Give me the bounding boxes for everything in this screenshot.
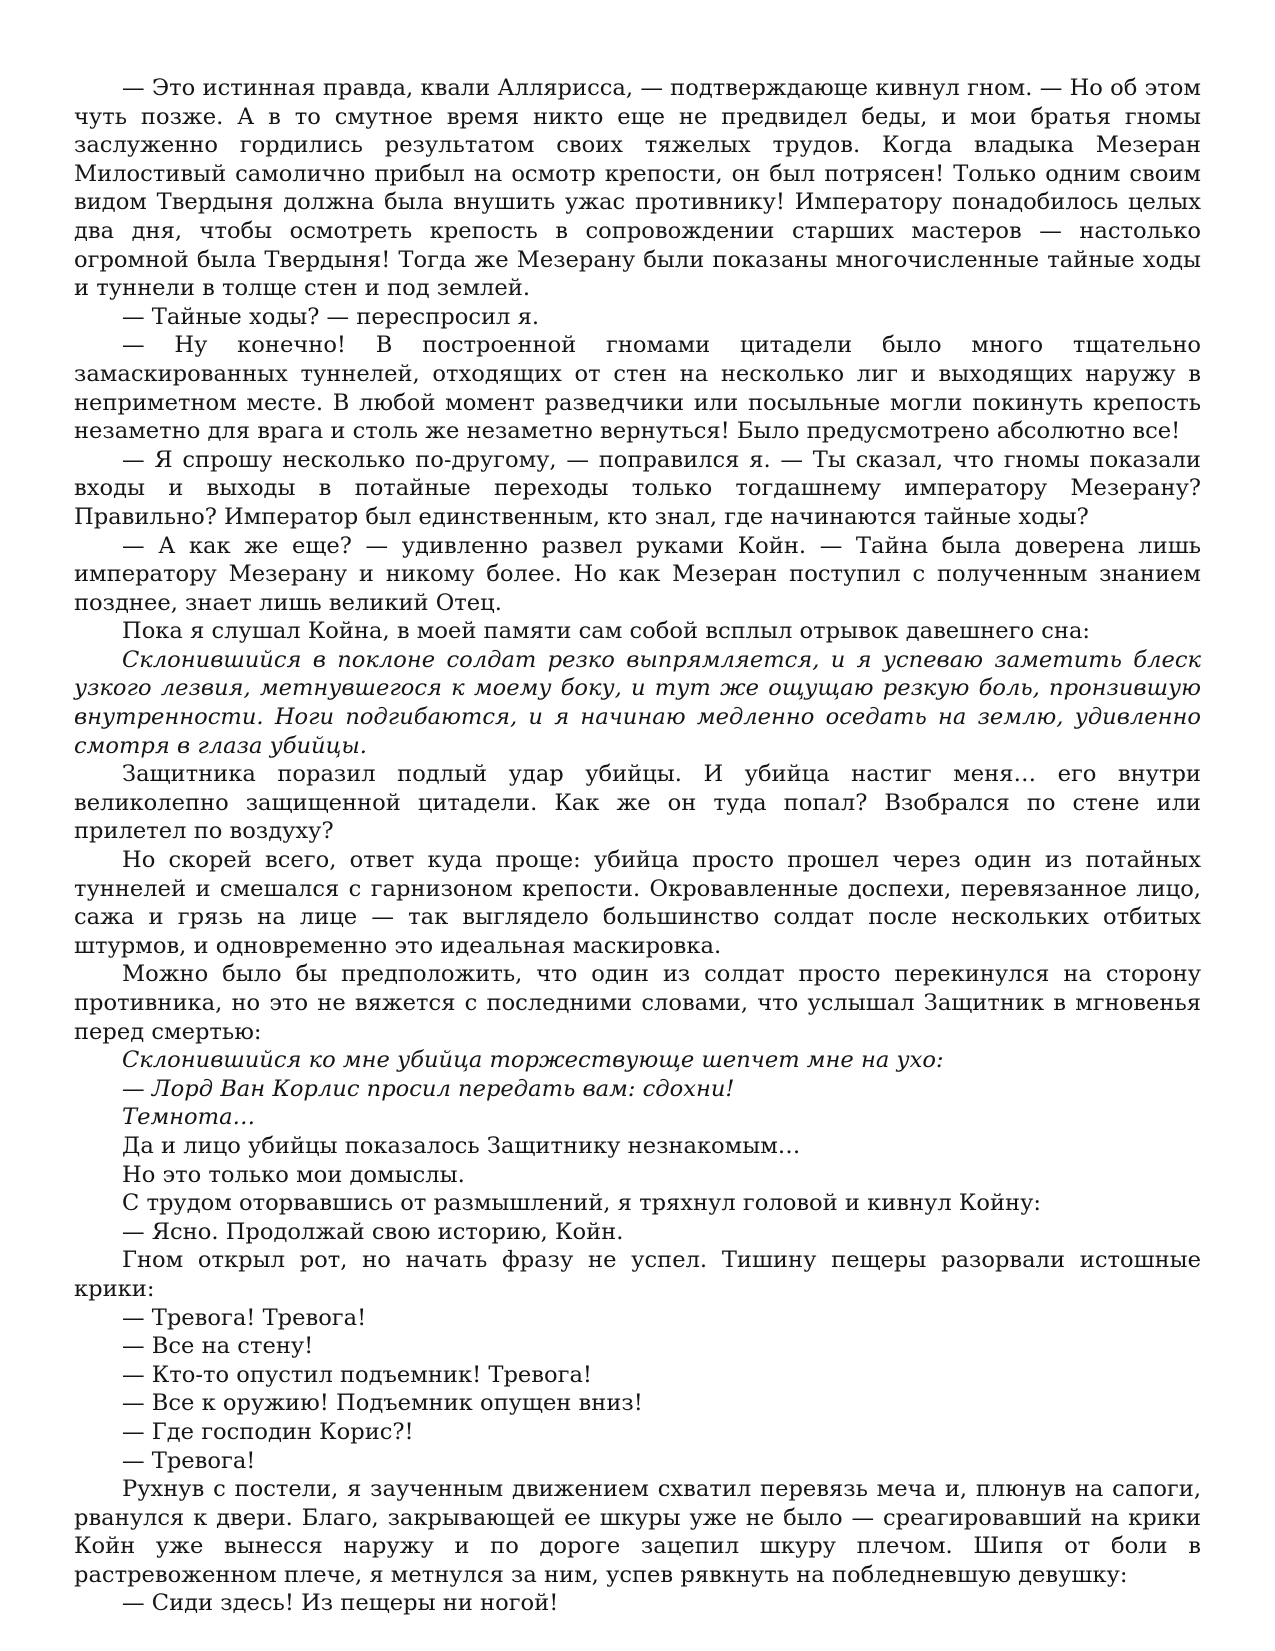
paragraph: — Это истинная правда, квали Аллярисса, — подтверждающе кивнул гном. — Но об этом чуть позже. А в то смутное время никто еще не предвидел беды, и мои братья гномы заслуженно гордились результатом своих тяжелых трудов. Когда владыка Мезеран Милостивый самолично прибыл на осмотр крепости, он был потрясен! Только одним своим видом Твердыня должна была внушить ужас противнику! Императору понадобилось целых два дня, чтобы осмотреть крепость в сопровождении старших мастеров — настолько огромной была Твердыня! Тогда же Мезерану были показаны многочисленные тайные ходы и туннели в толще стен и под землей. [74,75,1201,302]
paragraph: С трудом оторвавшись от размышлений, я тряхнул головой и кивнул Койну: [122,1190,1042,1217]
paragraph: — Тревога! [122,1447,256,1474]
paragraph: — Тайные ходы? — переспросил я. [122,303,540,330]
paragraph: Рухнув с постели, я заученным движением схватил перевязь меча и, плюнув на сапоги, рванулся к двери. Благо, закрывающей ее шкуры уже не было — среагировавший на крики Койн уже вынесся наружу и по дороге зацепил шкуру плечом. Шипя от боли в растревоженном плече, я метнулся за ним, успев рявкнуть на побледневшую девушку: [74,1476,1201,1588]
paragraph: Можно было бы предположить, что один из солдат просто перекинулся на сторону противника, но это не вяжется с последними словами, что услышал Защитник в мгновенья перед смертью: [74,961,1201,1045]
italic-paragraph: Склонившийся в поклоне солдат резко выпрямляется, и я успеваю заметить блеск узкого лезвия, метнувшегося к моему боку, и тут же ощущаю резкую боль, пронзившую внутренности. Ноги подгибаются, и я начинаю медленно оседать на землю, удивленно смотря в глаза убийцы. [74,646,1201,759]
italic-paragraph: Темнота… [122,1104,256,1131]
paragraph: — Ясно. Продолжай свою историю, Койн. [122,1218,624,1245]
paragraph: — Тревога! Тревога! [122,1304,367,1331]
paragraph: — Кто-то опустил подъемник! Тревога! [122,1361,592,1388]
paragraph: Но это только мои домыслы. [122,1161,465,1188]
page-body [74,74,1201,1618]
paragraph: Гном открыл рот, но начать фразу не успел. Тишину пещеры разорвали истошные крики: [74,1247,1201,1302]
paragraph: — Все к оружию! Подъемник опущен вниз! [122,1390,643,1417]
paragraph: — Сиди здесь! Из пещеры ни ногой! [122,1590,559,1617]
paragraph: Защитника поразил подлый удар убийцы. И убийца настиг меня… его внутри великолепно защищенной цитадели. Как же он туда попал? Взобрался по стене или прилетел по воздуху? [74,761,1201,845]
paragraph: Да и лицо убийцы показалось Защитнику незнакомым… [122,1132,801,1159]
paragraph: — Ну конечно! В построенной гномами цитадели было много тщательно замаскированных туннелей, отходящих от стен на несколько лиг и выходящих наружу в неприметном месте. В любой момент разведчики или посыльные могли покинуть крепость незаметно для врага и столь же незаметно вернуться! Было предусмотрено абсолютно все! [74,332,1201,445]
paragraph: Пока я слушал Койна, в моей памяти сам собой всплыл отрывок давешнего сна: [122,618,1091,645]
italic-paragraph: Склонившийся ко мне убийца торжествующе шепчет мне на ухо: [122,1047,944,1074]
paragraph: — Где господин Корис?! [122,1418,414,1445]
paragraph: — Я спрошу несколько по-другому, — поправился я. — Ты сказал, что гномы показали входы и выходы в потайные переходы только тогдашнему императору Мезерану? Правильно? Император был единственным, кто знал, где начинаются тайные ходы? [74,446,1201,530]
paragraph: Но скорей всего, ответ куда проще: убийца просто прошел через один из потайных туннелей и смешался с гарнизоном крепости. Окровавленные доспехи, перевязанное лицо, сажа и грязь на лице — так выглядело большинство солдат после нескольких отбитых штурмов, и одновременно это идеальная маскировка. [74,847,1201,959]
paragraph: — А как же еще? — удивленно развел руками Койн. — Тайна была доверена лишь императору Мезерану и никому более. Но как Мезеран поступил с полученным знанием позднее, знает лишь великий Отец. [74,532,1201,616]
italic-paragraph: — Лорд Ван Корлис просил передать вам: сдохни! [122,1075,735,1102]
paragraph: — Все на стену! [122,1333,314,1360]
